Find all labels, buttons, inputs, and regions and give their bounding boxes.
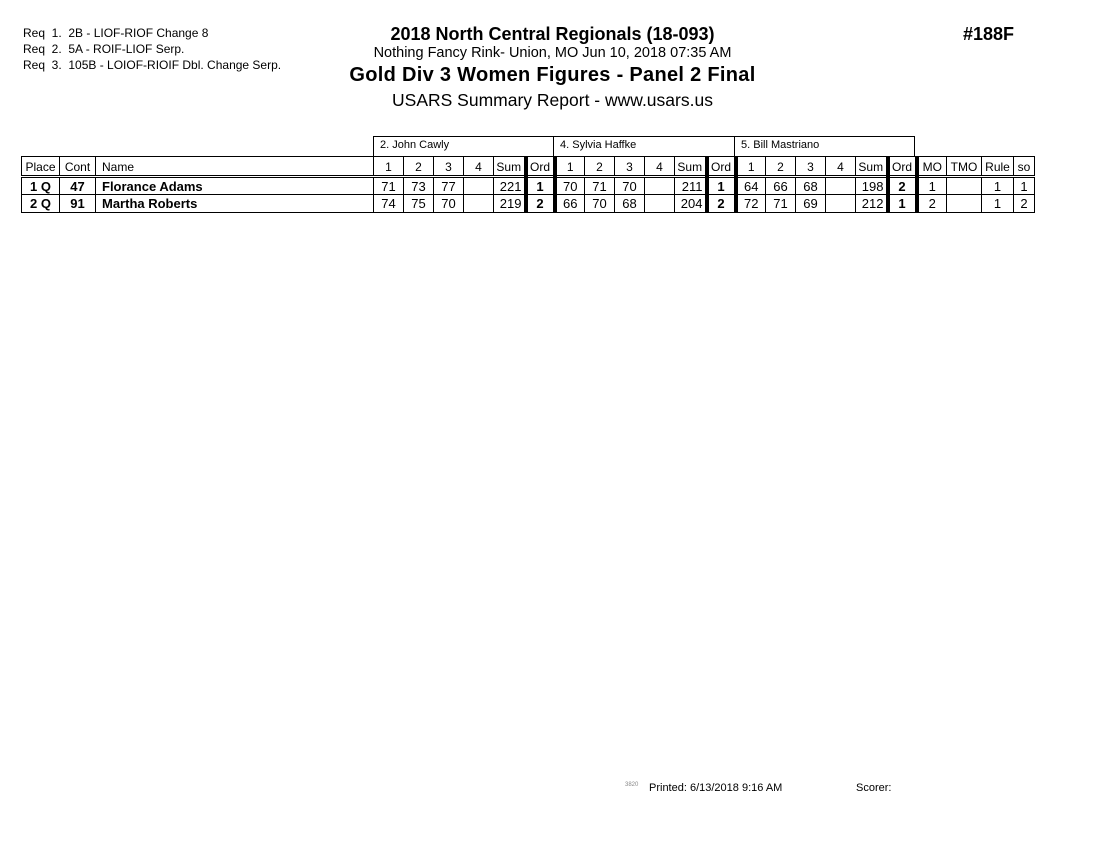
score <box>645 195 675 213</box>
j3-col-3: 3 <box>796 157 826 177</box>
j1-col-3: 3 <box>434 157 464 177</box>
score: 72 <box>736 195 766 213</box>
col-rule: Rule <box>982 157 1014 177</box>
score <box>464 195 494 213</box>
score <box>826 177 856 195</box>
event-title: Gold Div 3 Women Figures - Panel 2 Final <box>349 64 756 86</box>
score <box>464 177 494 195</box>
col-tmo: TMO <box>947 157 982 177</box>
col-so: so <box>1014 157 1035 177</box>
mo: 2 <box>917 195 947 213</box>
j2-col-ord: Ord <box>707 157 736 177</box>
scorer-label: Scorer: <box>856 782 892 794</box>
score: 73 <box>404 177 434 195</box>
sum: 221 <box>494 177 526 195</box>
j3-col-1: 1 <box>736 157 766 177</box>
j1-col-2: 2 <box>404 157 434 177</box>
score <box>645 177 675 195</box>
j1-col-sum: Sum <box>494 157 526 177</box>
judge-header-1: 2. John Cawly <box>373 136 554 156</box>
report-title: USARS Summary Report - www.usars.us <box>392 90 713 110</box>
score: 66 <box>555 195 585 213</box>
judge-header-2: 4. Sylvia Haffke <box>553 136 735 156</box>
table-row <box>22 177 1035 195</box>
j2-col-4: 4 <box>645 157 675 177</box>
ordinal: 2 <box>888 177 917 195</box>
j1-col-ord: Ord <box>526 157 555 177</box>
score: 64 <box>736 177 766 195</box>
j3-col-4: 4 <box>826 157 856 177</box>
ordinal: 1 <box>888 195 917 213</box>
so: 2 <box>1014 195 1035 213</box>
ordinal: 2 <box>526 195 555 213</box>
cont: 47 <box>60 177 96 195</box>
tmo <box>947 177 982 195</box>
ordinal: 1 <box>526 177 555 195</box>
score: 69 <box>796 195 826 213</box>
col-name: Name <box>96 157 374 177</box>
j2-col-3: 3 <box>615 157 645 177</box>
j3-col-2: 2 <box>766 157 796 177</box>
cont: 91 <box>60 195 96 213</box>
j3-col-sum: Sum <box>856 157 888 177</box>
event-code: #188F <box>963 24 1015 44</box>
score: 71 <box>374 177 404 195</box>
col-mo: MO <box>917 157 947 177</box>
score: 70 <box>585 195 615 213</box>
results-table <box>21 156 1035 213</box>
score <box>826 195 856 213</box>
j2-col-2: 2 <box>585 157 615 177</box>
rule: 1 <box>982 177 1014 195</box>
sum: 212 <box>856 195 888 213</box>
j2-col-sum: Sum <box>675 157 707 177</box>
requirement-3: Req 3. 105B - LOIOF-RIOIF Dbl. Change Serp. <box>23 58 282 72</box>
j1-col-4: 4 <box>464 157 494 177</box>
score: 70 <box>555 177 585 195</box>
printed-timestamp: Printed: 6/13/2018 9:16 AM <box>649 782 783 794</box>
requirements-list <box>23 25 281 73</box>
score: 77 <box>434 177 464 195</box>
sum: 219 <box>494 195 526 213</box>
sum: 211 <box>675 177 707 195</box>
j3-col-ord: Ord <box>888 157 917 177</box>
score: 71 <box>766 195 796 213</box>
score: 70 <box>615 177 645 195</box>
requirement-1: Req 1. 2B - LIOF-RIOF Change 8 <box>23 26 209 40</box>
so: 1 <box>1014 177 1035 195</box>
col-place: Place <box>22 157 60 177</box>
place: 1 Q <box>22 177 60 195</box>
skater-name: Martha Roberts <box>96 195 374 213</box>
score: 70 <box>434 195 464 213</box>
table-row <box>22 195 1035 213</box>
rule: 1 <box>982 195 1014 213</box>
footer-code: 3820 <box>625 782 639 788</box>
judge-header-3: 5. Bill Mastriano <box>734 136 915 156</box>
venue-date: Nothing Fancy Rink- Union, MO Jun 10, 2018 07:35 AM <box>373 45 732 61</box>
tmo <box>947 195 982 213</box>
ordinal: 1 <box>707 177 736 195</box>
score: 75 <box>404 195 434 213</box>
sum: 204 <box>675 195 707 213</box>
score: 66 <box>766 177 796 195</box>
header-row <box>22 157 1035 177</box>
requirement-2: Req 2. 5A - ROIF-LIOF Serp. <box>23 42 185 56</box>
competition-title: 2018 North Central Regionals (18-093) <box>390 24 715 44</box>
score: 71 <box>585 177 615 195</box>
skater-name: Florance Adams <box>96 177 374 195</box>
ordinal: 2 <box>707 195 736 213</box>
place: 2 Q <box>22 195 60 213</box>
score: 68 <box>615 195 645 213</box>
col-cont: Cont <box>60 157 96 177</box>
j2-col-1: 1 <box>555 157 585 177</box>
score: 68 <box>796 177 826 195</box>
sum: 198 <box>856 177 888 195</box>
j1-col-1: 1 <box>374 157 404 177</box>
score: 74 <box>374 195 404 213</box>
mo: 1 <box>917 177 947 195</box>
